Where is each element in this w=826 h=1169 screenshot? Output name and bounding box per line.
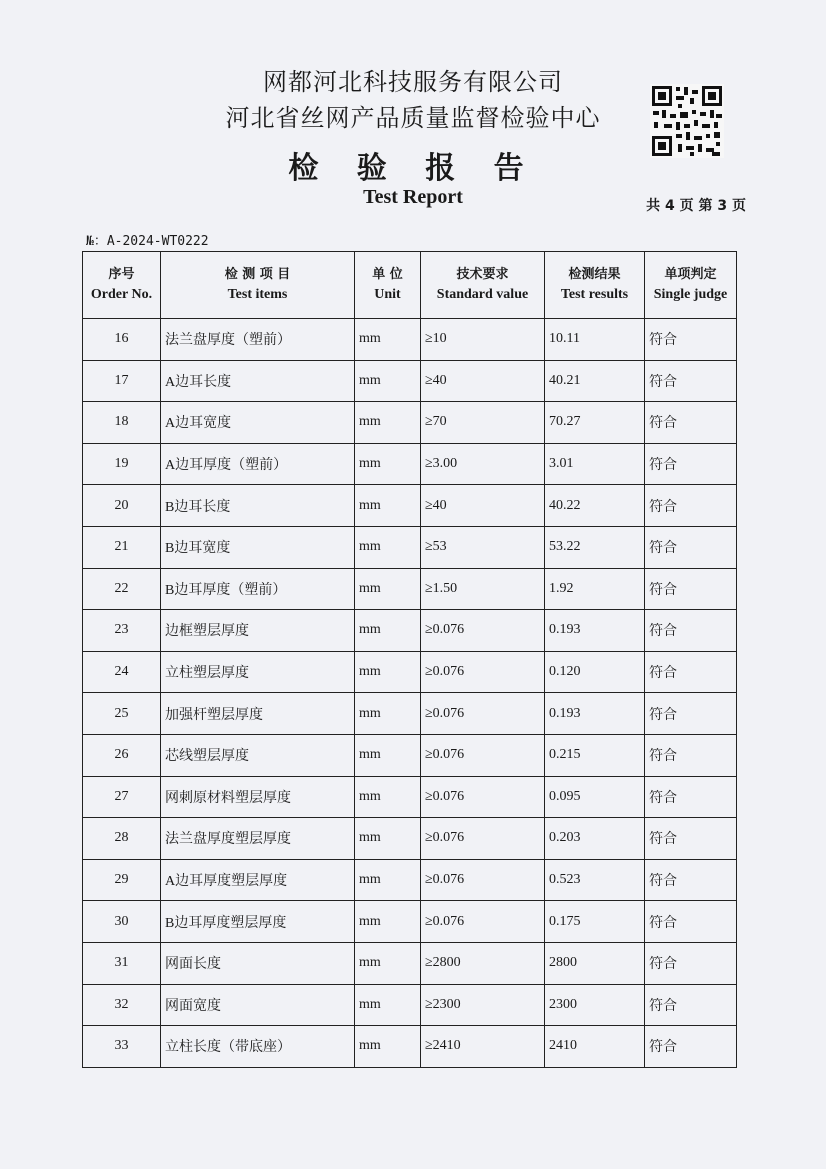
order-no-cell: 20 (83, 485, 161, 527)
standard-value-cell: ≥2300 (421, 984, 545, 1026)
report-title-en: Test Report (363, 186, 463, 208)
test-item-cell: B边耳厚度（塑前） (161, 568, 355, 610)
test-item-cell: A边耳长度 (161, 360, 355, 402)
single-judge-cell: 符合 (645, 818, 737, 860)
table-row (83, 485, 737, 527)
test-result-cell: 40.22 (545, 485, 645, 527)
test-result-cell: 3.01 (545, 443, 645, 485)
test-item-cell: 立柱长度（带底座） (161, 1026, 355, 1068)
table-row (83, 818, 737, 860)
single-judge-cell: 符合 (645, 610, 737, 652)
unit-cell: mm (355, 360, 421, 402)
unit-cell: mm (355, 776, 421, 818)
test-result-cell: 53.22 (545, 526, 645, 568)
unit-cell: mm (355, 693, 421, 735)
qr-code-icon (650, 84, 724, 158)
test-result-cell: 0.120 (545, 651, 645, 693)
table-row (83, 984, 737, 1026)
unit-cell: mm (355, 319, 421, 361)
single-judge-cell: 符合 (645, 651, 737, 693)
col-header-unit: 单 位 Unit (355, 252, 421, 319)
table-row (83, 942, 737, 984)
test-item-cell: 网面宽度 (161, 984, 355, 1026)
company-name: 网都河北科技服务有限公司 (263, 68, 563, 96)
standard-value-cell: ≥2800 (421, 942, 545, 984)
order-no-cell: 24 (83, 651, 161, 693)
unit-cell: mm (355, 568, 421, 610)
order-no-cell: 29 (83, 859, 161, 901)
standard-value-cell: ≥2410 (421, 1026, 545, 1068)
single-judge-cell: 符合 (645, 402, 737, 444)
test-result-cell: 2800 (545, 942, 645, 984)
order-no-cell: 33 (83, 1026, 161, 1068)
test-item-cell: B边耳厚度塑层厚度 (161, 901, 355, 943)
col-header-single-judge: 单项判定 Single judge (645, 252, 737, 319)
table-row (83, 443, 737, 485)
unit-cell: mm (355, 734, 421, 776)
table-row (83, 651, 737, 693)
order-no-cell: 26 (83, 734, 161, 776)
test-result-cell: 0.193 (545, 693, 645, 735)
standard-value-cell: ≥0.076 (421, 901, 545, 943)
table-row (83, 776, 737, 818)
test-result-cell: 1.92 (545, 568, 645, 610)
test-item-cell: A边耳厚度塑层厚度 (161, 859, 355, 901)
standard-value-cell: ≥10 (421, 319, 545, 361)
test-item-cell: 网刺原材料塑层厚度 (161, 776, 355, 818)
single-judge-cell: 符合 (645, 734, 737, 776)
unit-cell: mm (355, 859, 421, 901)
order-no-cell: 22 (83, 568, 161, 610)
standard-value-cell: ≥0.076 (421, 693, 545, 735)
test-item-cell: 边框塑层厚度 (161, 610, 355, 652)
table-row (83, 360, 737, 402)
unit-cell: mm (355, 651, 421, 693)
unit-cell: mm (355, 984, 421, 1026)
unit-cell: mm (355, 485, 421, 527)
test-item-cell: 网面长度 (161, 942, 355, 984)
table-row (83, 526, 737, 568)
test-results-table (82, 251, 737, 1068)
test-result-cell: 0.095 (545, 776, 645, 818)
table-row (83, 610, 737, 652)
standard-value-cell: ≥0.076 (421, 651, 545, 693)
table-row (83, 402, 737, 444)
standard-value-cell: ≥53 (421, 526, 545, 568)
single-judge-cell: 符合 (645, 360, 737, 402)
col-header-test-items: 检 测 项 目 Test items (161, 252, 355, 319)
test-result-cell: 10.11 (545, 319, 645, 361)
order-no-cell: 31 (83, 942, 161, 984)
single-judge-cell: 符合 (645, 901, 737, 943)
table-row (83, 693, 737, 735)
single-judge-cell: 符合 (645, 485, 737, 527)
order-no-cell: 25 (83, 693, 161, 735)
col-header-test-results: 检测结果 Test results (545, 252, 645, 319)
order-no-cell: 23 (83, 610, 161, 652)
col-header-order-no: 序号 Order No. (83, 252, 161, 319)
table-header-row (83, 252, 737, 319)
table-row (83, 1026, 737, 1068)
unit-cell: mm (355, 901, 421, 943)
standard-value-cell: ≥0.076 (421, 859, 545, 901)
test-result-cell: 2300 (545, 984, 645, 1026)
single-judge-cell: 符合 (645, 776, 737, 818)
table-row (83, 734, 737, 776)
standard-value-cell: ≥0.076 (421, 734, 545, 776)
single-judge-cell: 符合 (645, 859, 737, 901)
order-no-cell: 30 (83, 901, 161, 943)
standard-value-cell: ≥40 (421, 360, 545, 402)
order-no-cell: 18 (83, 402, 161, 444)
unit-cell: mm (355, 942, 421, 984)
standard-value-cell: ≥0.076 (421, 610, 545, 652)
table-row (83, 901, 737, 943)
standard-value-cell: ≥3.00 (421, 443, 545, 485)
unit-cell: mm (355, 402, 421, 444)
test-result-cell: 0.215 (545, 734, 645, 776)
order-no-cell: 16 (83, 319, 161, 361)
unit-cell: mm (355, 526, 421, 568)
unit-cell: mm (355, 443, 421, 485)
single-judge-cell: 符合 (645, 526, 737, 568)
order-no-cell: 28 (83, 818, 161, 860)
unit-cell: mm (355, 610, 421, 652)
test-result-cell: 0.523 (545, 859, 645, 901)
single-judge-cell: 符合 (645, 319, 737, 361)
order-no-cell: 27 (83, 776, 161, 818)
test-item-cell: B边耳宽度 (161, 526, 355, 568)
single-judge-cell: 符合 (645, 693, 737, 735)
test-result-cell: 0.203 (545, 818, 645, 860)
test-result-cell: 0.175 (545, 901, 645, 943)
test-result-cell: 0.193 (545, 610, 645, 652)
inspection-center-name: 河北省丝网产品质量监督检验中心 (225, 104, 601, 132)
test-item-cell: 法兰盘厚度塑层厚度 (161, 818, 355, 860)
standard-value-cell: ≥40 (421, 485, 545, 527)
standard-value-cell: ≥0.076 (421, 818, 545, 860)
order-no-cell: 21 (83, 526, 161, 568)
unit-cell: mm (355, 818, 421, 860)
report-number: №：A-2024-WT0222 (86, 234, 209, 249)
single-judge-cell: 符合 (645, 443, 737, 485)
order-no-cell: 19 (83, 443, 161, 485)
test-item-cell: A边耳厚度（塑前） (161, 443, 355, 485)
page-indicator: 共 4 页 第 3 页 (646, 198, 746, 214)
test-item-cell: 芯线塑层厚度 (161, 734, 355, 776)
test-item-cell: 加强杆塑层厚度 (161, 693, 355, 735)
report-title-cn: 检 验 报 告 (288, 151, 538, 186)
standard-value-cell: ≥70 (421, 402, 545, 444)
order-no-cell: 32 (83, 984, 161, 1026)
standard-value-cell: ≥0.076 (421, 776, 545, 818)
order-no-cell: 17 (83, 360, 161, 402)
table-row (83, 568, 737, 610)
single-judge-cell: 符合 (645, 568, 737, 610)
test-item-cell: 法兰盘厚度（塑前） (161, 319, 355, 361)
single-judge-cell: 符合 (645, 984, 737, 1026)
test-result-cell: 2410 (545, 1026, 645, 1068)
test-result-cell: 70.27 (545, 402, 645, 444)
standard-value-cell: ≥1.50 (421, 568, 545, 610)
single-judge-cell: 符合 (645, 942, 737, 984)
table-row (83, 319, 737, 361)
test-item-cell: B边耳长度 (161, 485, 355, 527)
test-item-cell: A边耳宽度 (161, 402, 355, 444)
single-judge-cell: 符合 (645, 1026, 737, 1068)
col-header-standard-value: 技术要求 Standard value (421, 252, 545, 319)
table-row (83, 859, 737, 901)
test-result-cell: 40.21 (545, 360, 645, 402)
unit-cell: mm (355, 1026, 421, 1068)
test-item-cell: 立柱塑层厚度 (161, 651, 355, 693)
